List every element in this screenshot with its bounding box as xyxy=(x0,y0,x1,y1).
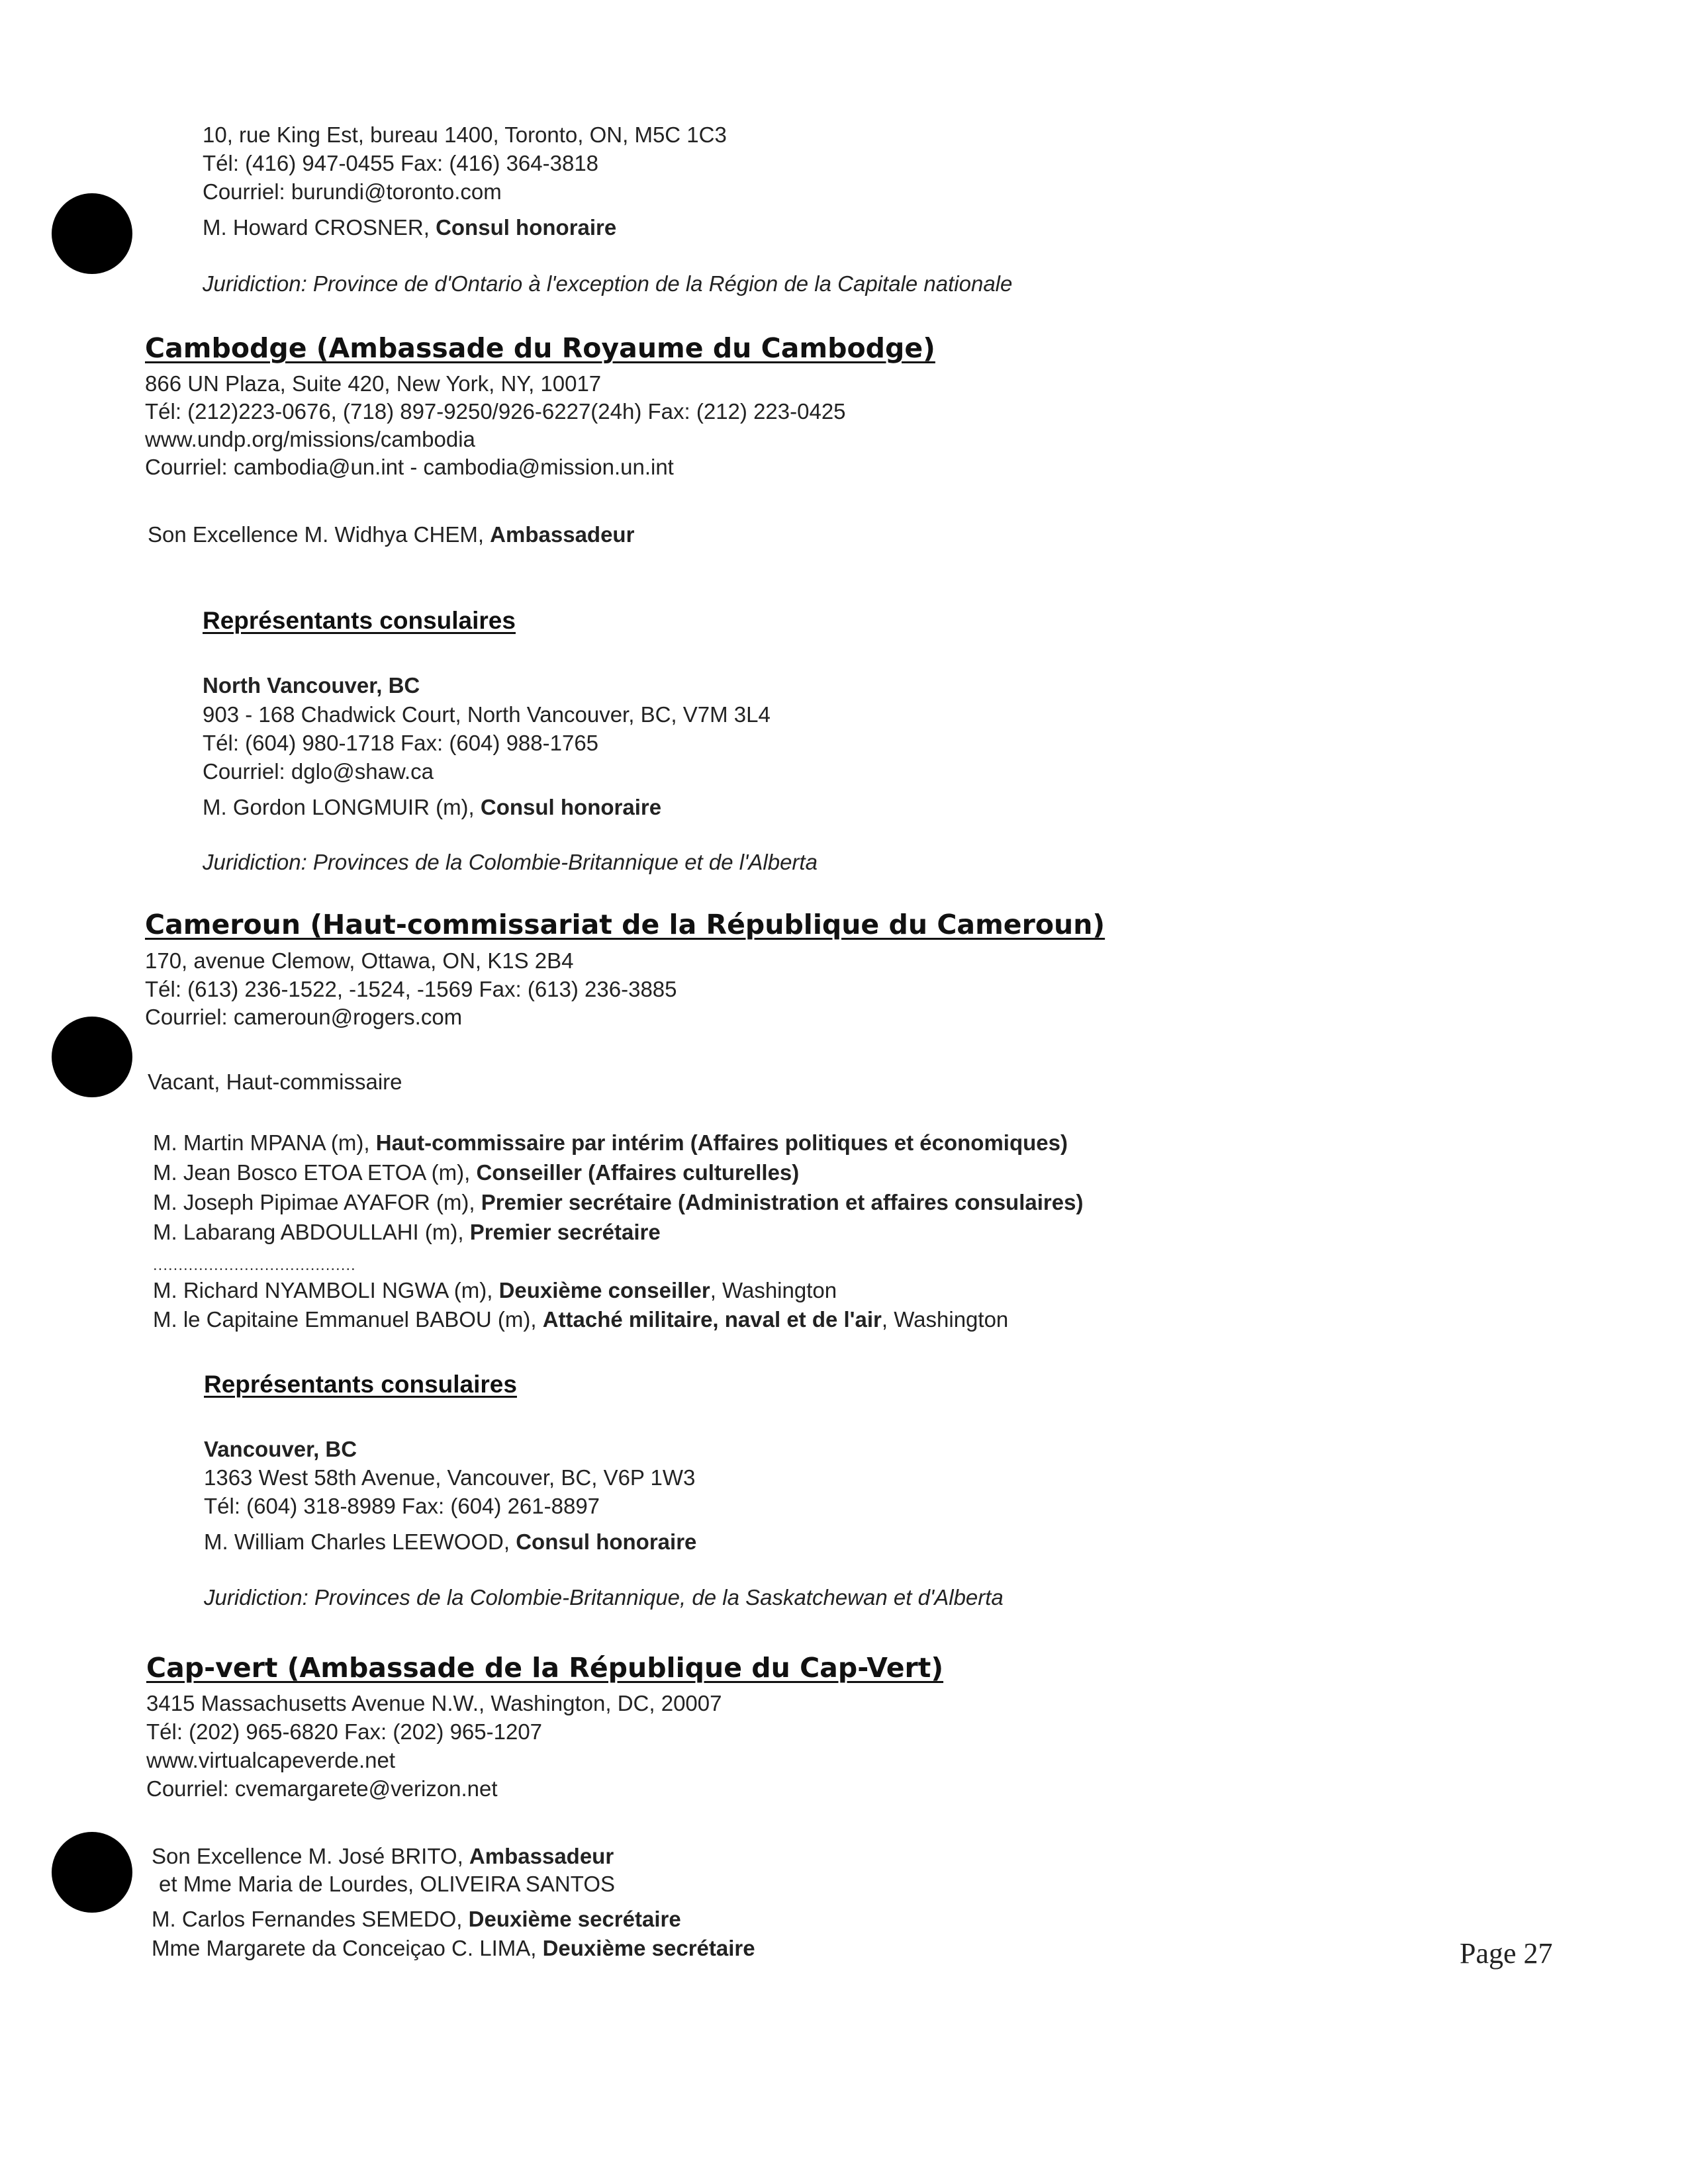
cambodge-phone-fax: Tél: (212)223-0676, (718) 897-9250/926-6227(24h) Fax: (212) 223-0425 xyxy=(145,399,846,424)
cameroun-vacant-high-commissioner: Vacant, Haut-commissaire xyxy=(148,1069,402,1094)
cambodge-consul-title: Consul honoraire xyxy=(480,795,662,819)
cambodge-ambassador xyxy=(148,522,634,548)
staff-line xyxy=(153,1219,661,1246)
cambodge-jurisdiction: Juridiction: Provinces de la Colombie-Britannique et de l'Alberta xyxy=(203,850,818,874)
cambodge-consulate-city: North Vancouver, BC xyxy=(203,673,420,698)
cameroun-address: 170, avenue Clemow, Ottawa, ON, K1S 2B4 xyxy=(145,948,574,973)
cambodge-consul xyxy=(203,794,661,821)
burundi-address: 10, rue King Est, bureau 1400, Toronto, ON, M5C 1C3 xyxy=(203,122,727,147)
capvert-heading: Cap-vert (Ambassade de la République du Cap-Vert) xyxy=(146,1652,944,1684)
capvert-website: www.virtualcapeverde.net xyxy=(146,1748,396,1772)
burundi-consul xyxy=(203,214,616,241)
cambodge-address: 866 UN Plaza, Suite 420, New York, NY, 10017 xyxy=(145,371,602,396)
burundi-email: Courriel: burundi@toronto.com xyxy=(203,179,502,204)
dotted-separator: ........................................ xyxy=(153,1256,356,1274)
cameroun-consul xyxy=(204,1529,696,1555)
staff-suffix: , Washington xyxy=(881,1307,1009,1332)
capvert-ambassador-title: Ambassadeur xyxy=(469,1844,614,1868)
staff-title: Deuxième conseiller xyxy=(498,1278,710,1302)
burundi-consul-name: M. Howard CROSNER, xyxy=(203,215,436,240)
cambodge-consulate-email: Courriel: dglo@shaw.ca xyxy=(203,759,434,784)
page-number: Page 27 xyxy=(1460,1937,1553,1970)
cameroun-phone-fax: Tél: (613) 236-1522, -1524, -1569 Fax: (613) 236-3885 xyxy=(145,977,677,1001)
staff-title: Attaché militaire, naval et de l'air xyxy=(542,1307,882,1332)
staff-line xyxy=(153,1189,1083,1216)
staff-title: Deuxième secrétaire xyxy=(542,1936,755,1960)
punch-hole-middle xyxy=(52,1017,132,1097)
staff-name: M. Joseph Pipimae AYAFOR (m), xyxy=(153,1190,481,1214)
burundi-consul-title: Consul honoraire xyxy=(436,215,617,240)
staff-name: M. Labarang ABDOULLAHI (m), xyxy=(153,1220,470,1244)
punch-hole-top xyxy=(52,193,132,274)
cameroun-consul-title: Consul honoraire xyxy=(516,1529,697,1554)
cameroun-consulate-address: 1363 West 58th Avenue, Vancouver, BC, V6P 1W3 xyxy=(204,1465,696,1490)
staff-suffix: , Washington xyxy=(710,1278,837,1302)
cambodge-consular-heading: Représentants consulaires xyxy=(203,607,516,634)
staff-title: Conseiller (Affaires culturelles) xyxy=(476,1160,800,1185)
cameroun-consulate-phone-fax: Tél: (604) 318-8989 Fax: (604) 261-8897 xyxy=(204,1494,600,1518)
capvert-ambassador xyxy=(152,1843,614,1870)
capvert-phone-fax: Tél: (202) 965-6820 Fax: (202) 965-1207 xyxy=(146,1719,543,1744)
cameroun-jurisdiction: Juridiction: Provinces de la Colombie-Britannique, de la Saskatchewan et d'Alberta xyxy=(204,1585,1004,1610)
cambodge-email: Courriel: cambodia@un.int - cambodia@mission.un.int xyxy=(145,455,674,479)
cameroun-email: Courriel: cameroun@rogers.com xyxy=(145,1005,463,1029)
staff-title: Haut-commissaire par intérim (Affaires politiques et économiques) xyxy=(375,1130,1068,1155)
capvert-ambassador-name: Son Excellence M. José BRITO, xyxy=(152,1844,469,1868)
staff-title: Deuxième secrétaire xyxy=(468,1907,681,1931)
staff-name: M. Jean Bosco ETOA ETOA (m), xyxy=(153,1160,477,1185)
cameroun-consulate-city: Vancouver, BC xyxy=(204,1437,357,1461)
capvert-email: Courriel: cvemargarete@verizon.net xyxy=(146,1776,498,1801)
staff-name: M. Martin MPANA (m), xyxy=(153,1130,376,1155)
punch-hole-bottom xyxy=(52,1832,132,1913)
burundi-jurisdiction: Juridiction: Province de d'Ontario à l'exception de la Région de la Capitale nationale xyxy=(203,271,1013,296)
cambodge-consul-name: M. Gordon LONGMUIR (m), xyxy=(203,795,481,819)
staff-line xyxy=(152,1935,755,1962)
staff-name: Mme Margarete da Conceiçao C. LIMA, xyxy=(152,1936,543,1960)
staff-name: M. Richard NYAMBOLI NGWA (m), xyxy=(153,1278,499,1302)
cambodge-website: www.undp.org/missions/cambodia xyxy=(145,427,475,451)
staff-title: Premier secrétaire (Administration et affaires consulaires) xyxy=(481,1190,1084,1214)
staff-title: Premier secrétaire xyxy=(469,1220,661,1244)
cameroun-consular-heading: Représentants consulaires xyxy=(204,1371,517,1398)
capvert-address: 3415 Massachusetts Avenue N.W., Washington, DC, 20007 xyxy=(146,1691,722,1715)
staff-line xyxy=(152,1906,681,1933)
capvert-spouse: et Mme Maria de Lourdes, OLIVEIRA SANTOS xyxy=(159,1872,616,1896)
staff-line xyxy=(153,1130,1068,1156)
staff-name: M. le Capitaine Emmanuel BABOU (m), xyxy=(153,1307,543,1332)
burundi-phone-fax: Tél: (416) 947-0455 Fax: (416) 364-3818 xyxy=(203,151,599,175)
cambodge-consulate-address: 903 - 168 Chadwick Court, North Vancouver, BC, V7M 3L4 xyxy=(203,702,771,727)
staff-line xyxy=(153,1277,837,1304)
staff-line xyxy=(153,1160,799,1186)
cambodge-ambassador-title: Ambassadeur xyxy=(490,522,635,547)
cambodge-ambassador-name: Son Excellence M. Widhya CHEM, xyxy=(148,522,491,547)
cambodge-consulate-phone-fax: Tél: (604) 980-1718 Fax: (604) 988-1765 xyxy=(203,731,599,755)
cambodge-heading: Cambodge (Ambassade du Royaume du Cambodge) xyxy=(145,332,935,364)
cameroun-heading: Cameroun (Haut-commissariat de la République du Cameroun) xyxy=(145,909,1105,940)
cameroun-consul-name: M. William Charles LEEWOOD, xyxy=(204,1529,516,1554)
staff-line xyxy=(153,1306,1008,1333)
staff-name: M. Carlos Fernandes SEMEDO, xyxy=(152,1907,469,1931)
